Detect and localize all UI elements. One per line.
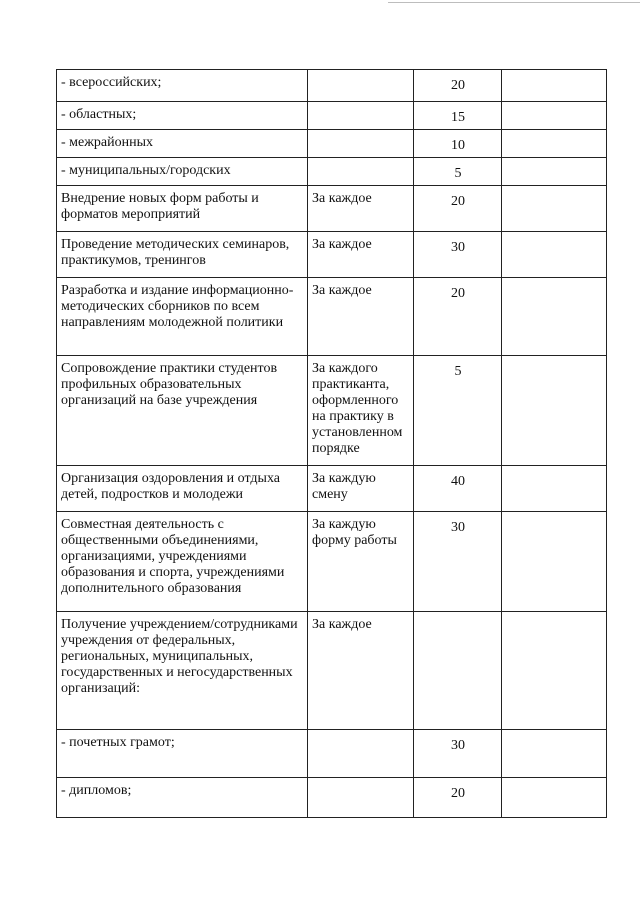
table-row xyxy=(57,466,607,512)
points-cell xyxy=(414,232,502,278)
criterion-cell xyxy=(57,730,308,778)
criterion-cell xyxy=(57,130,308,158)
note-cell xyxy=(502,466,607,512)
table-row xyxy=(57,612,607,730)
table-row xyxy=(57,278,607,356)
criteria-table-body xyxy=(57,70,607,818)
points-cell-text: 20 xyxy=(451,78,465,93)
unit-cell-text: За каждую смену xyxy=(312,471,376,502)
note-cell xyxy=(502,158,607,186)
criterion-cell xyxy=(57,232,308,278)
criterion-cell-text: - муниципальных/городских xyxy=(61,163,231,178)
criterion-cell-text: Получение учреждением/сотрудниками учреждения от федеральных, региональных, муниципальных, государственных и негосударственных организаций: xyxy=(61,617,298,696)
points-cell-text: 30 xyxy=(451,738,465,753)
points-cell-text: 5 xyxy=(454,166,462,181)
unit-cell-text: За каждое xyxy=(312,191,372,206)
points-cell-text: 40 xyxy=(451,474,465,489)
criterion-cell xyxy=(57,102,308,130)
criteria-table xyxy=(56,69,607,818)
criterion-cell-text: Проведение методических семинаров, практикумов, тренингов xyxy=(61,237,290,268)
criterion-cell-text: - дипломов; xyxy=(61,783,132,798)
unit-cell xyxy=(308,730,414,778)
unit-cell-text: За каждое xyxy=(312,283,372,298)
unit-cell xyxy=(308,158,414,186)
criterion-cell xyxy=(57,186,308,232)
criterion-cell xyxy=(57,158,308,186)
note-cell xyxy=(502,232,607,278)
points-cell xyxy=(414,186,502,232)
points-cell-text: 30 xyxy=(451,240,465,255)
criterion-cell xyxy=(57,278,308,356)
points-cell xyxy=(414,130,502,158)
unit-cell xyxy=(308,232,414,278)
unit-cell xyxy=(308,186,414,232)
scan-edge-line xyxy=(388,2,640,3)
points-cell xyxy=(414,278,502,356)
criterion-cell xyxy=(57,356,308,466)
table-row xyxy=(57,130,607,158)
unit-cell-text: За каждое xyxy=(312,237,372,252)
points-cell xyxy=(414,512,502,612)
unit-cell xyxy=(308,778,414,818)
points-cell xyxy=(414,778,502,818)
note-cell xyxy=(502,70,607,102)
note-cell xyxy=(502,778,607,818)
criterion-cell xyxy=(57,512,308,612)
table-row xyxy=(57,158,607,186)
unit-cell-text: За каждую форму работы xyxy=(312,517,397,548)
table-row xyxy=(57,186,607,232)
criterion-cell-text: Совместная деятельность с общественными объединениями, организациями, учреждениями образования и спорта, учреждениями дополнительного образования xyxy=(61,517,285,596)
points-cell-text: 15 xyxy=(451,110,465,125)
points-cell xyxy=(414,102,502,130)
criterion-cell-text: - межрайонных xyxy=(61,135,154,150)
unit-cell xyxy=(308,356,414,466)
table-row xyxy=(57,730,607,778)
criterion-cell xyxy=(57,466,308,512)
table-row xyxy=(57,512,607,612)
unit-cell xyxy=(308,278,414,356)
criterion-cell xyxy=(57,612,308,730)
points-cell xyxy=(414,158,502,186)
points-cell xyxy=(414,70,502,102)
points-cell-text: 20 xyxy=(451,194,465,209)
unit-cell xyxy=(308,130,414,158)
criterion-cell-text: - областных; xyxy=(61,107,137,122)
points-cell xyxy=(414,612,502,730)
table-row xyxy=(57,102,607,130)
unit-cell xyxy=(308,466,414,512)
note-cell xyxy=(502,356,607,466)
points-cell-text: 10 xyxy=(451,138,465,153)
criterion-cell-text: Организация оздоровления и отдыха детей, подростков и молодежи xyxy=(61,471,280,502)
points-cell-text: 20 xyxy=(451,786,465,801)
note-cell xyxy=(502,278,607,356)
unit-cell-text: За каждого практиканта, оформленного на практику в установленном порядке xyxy=(312,361,403,456)
unit-cell xyxy=(308,102,414,130)
note-cell xyxy=(502,186,607,232)
points-cell-text: 20 xyxy=(451,286,465,301)
unit-cell xyxy=(308,70,414,102)
points-cell-text: 5 xyxy=(454,364,462,379)
table-row xyxy=(57,778,607,818)
points-cell xyxy=(414,466,502,512)
criterion-cell-text: - всероссийских; xyxy=(61,75,162,90)
points-cell xyxy=(414,356,502,466)
unit-cell xyxy=(308,612,414,730)
criterion-cell xyxy=(57,70,308,102)
points-cell-text: 30 xyxy=(451,520,465,535)
criterion-cell-text: - почетных грамот; xyxy=(61,735,175,750)
criterion-cell-text: Сопровождение практики студентов профильных образовательных организаций на базе учреждения xyxy=(61,361,278,408)
criterion-cell-text: Разработка и издание информационно-методических сборников по всем направлениям молодежной политики xyxy=(61,283,294,330)
note-cell xyxy=(502,102,607,130)
table-row xyxy=(57,356,607,466)
table-row xyxy=(57,232,607,278)
unit-cell-text: За каждое xyxy=(312,617,372,632)
note-cell xyxy=(502,512,607,612)
note-cell xyxy=(502,130,607,158)
note-cell xyxy=(502,730,607,778)
unit-cell xyxy=(308,512,414,612)
criterion-cell xyxy=(57,778,308,818)
note-cell xyxy=(502,612,607,730)
criterion-cell-text: Внедрение новых форм работы и форматов мероприятий xyxy=(61,191,259,222)
points-cell xyxy=(414,730,502,778)
table-row xyxy=(57,70,607,102)
